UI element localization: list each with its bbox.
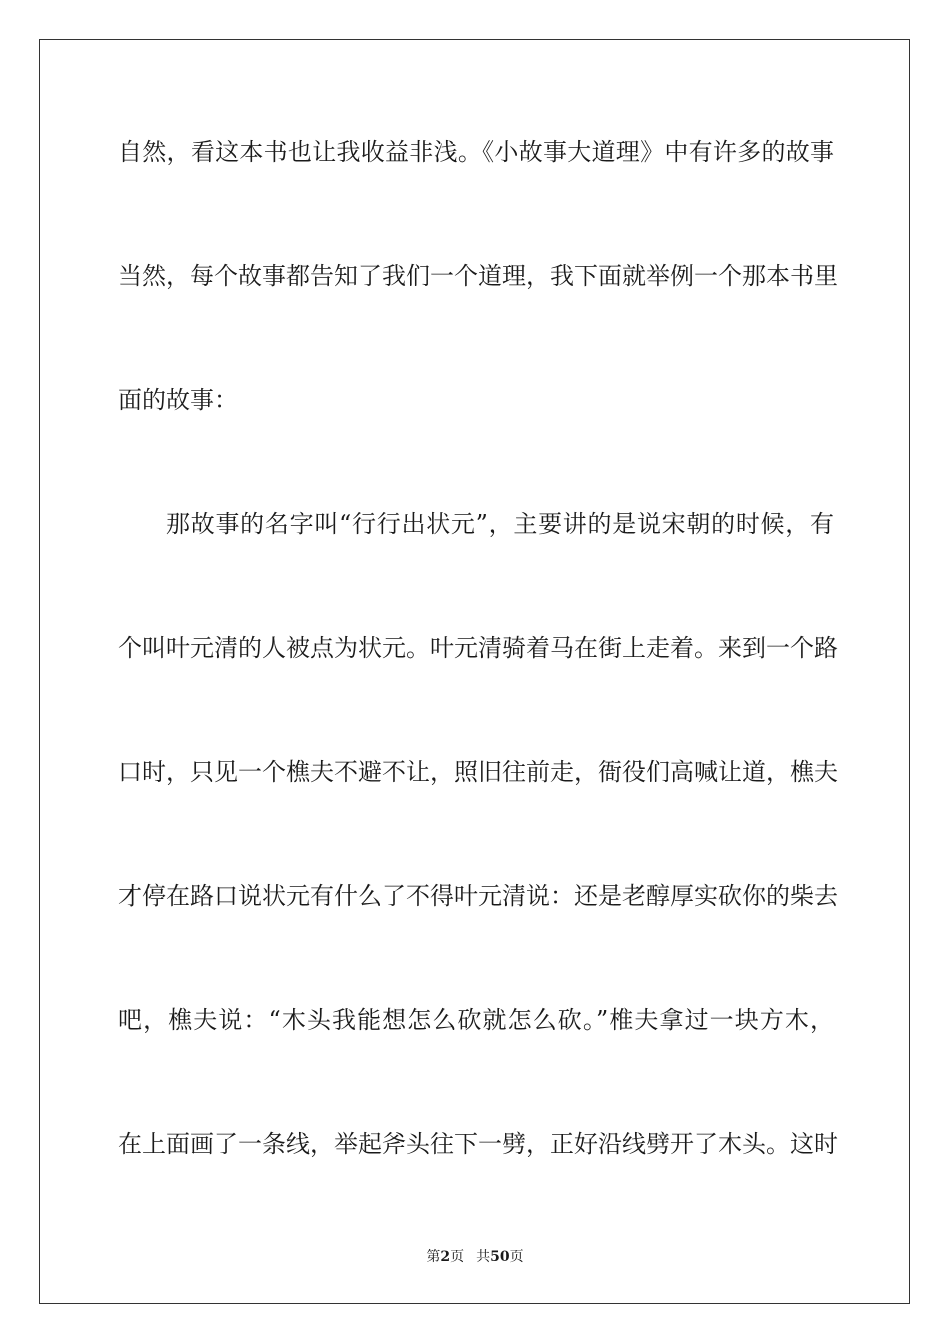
text-line-6: 口时，只见一个樵夫不避不让，照旧往前走，衙役们高喊让道，樵夫 <box>118 758 838 786</box>
footer-page-prefix: 第 <box>426 1249 441 1265</box>
footer-total-pages: 50 <box>490 1249 510 1265</box>
text-line-4: 那故事的名字叫“行行出状元”，主要讲的是说宋朝的时候，有 <box>166 510 834 538</box>
text-line-2: 当然，每个故事都告知了我们一个道理，我下面就举例一个那本书里 <box>118 262 838 290</box>
footer-total-suffix: 页 <box>509 1249 524 1265</box>
text-line-8: 吧，樵夫说：“木头我能想怎么砍就怎么砍。”椎夫拿过一块方木， <box>118 1006 834 1034</box>
page-border <box>39 39 910 1304</box>
text-line-3: 面的故事： <box>118 386 238 414</box>
text-line-5: 个叫叶元清的人被点为状元。叶元清骑着马在街上走着。来到一个路 <box>118 634 838 662</box>
footer-page-number: 2 <box>440 1249 451 1265</box>
footer-page-suffix: 页 <box>450 1249 465 1265</box>
text-line-9: 在上面画了一条线，举起斧头往下一劈，正好沿线劈开了木头。这时 <box>118 1130 838 1158</box>
text-line-1: 自然，看这本书也让我收益非浅。《小故事大道理》中有许多的故事 <box>118 138 834 166</box>
footer-total-prefix: 共 <box>476 1249 491 1265</box>
text-line-7: 才停在路口说状元有什么了不得叶元清说：还是老醇厚实砍你的柴去 <box>118 882 838 910</box>
page-footer <box>0 1248 950 1266</box>
